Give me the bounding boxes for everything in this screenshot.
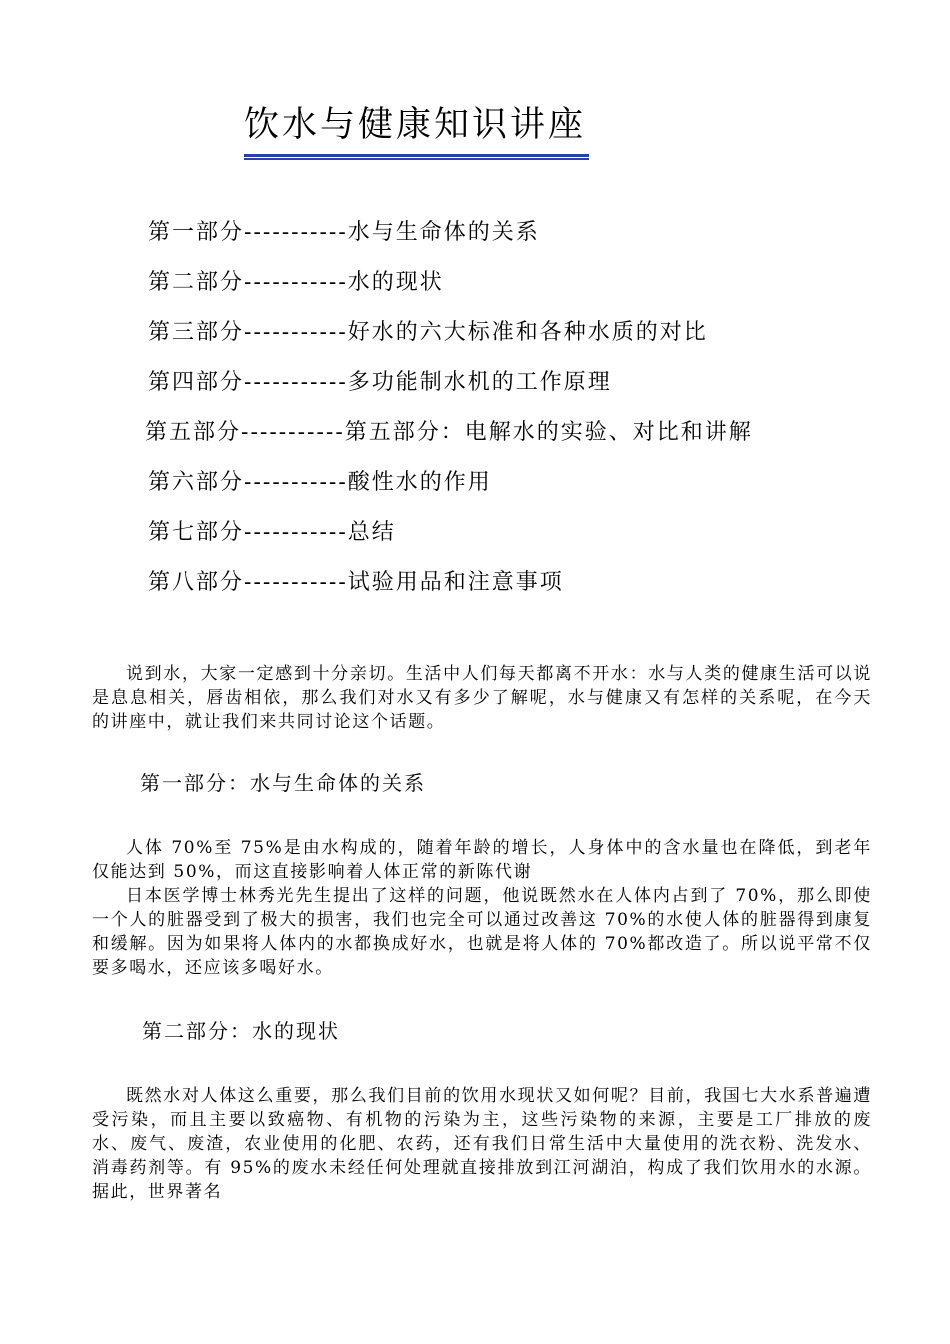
toc-topic: 酸性水的作用 (347, 470, 492, 495)
toc-dashes: ----------- (244, 570, 348, 595)
toc-topic: 好水的六大标准和各种水质的对比 (347, 320, 708, 345)
toc-dashes: ----------- (244, 270, 348, 295)
toc-topic: 第五部分：电解水的实验、对比和讲解 (344, 420, 753, 445)
toc-part: 第二部分 (148, 270, 245, 295)
section-heading: 第一部分：水与生命体的关系 (140, 771, 426, 795)
toc-dashes: ----------- (244, 370, 348, 395)
toc-item (148, 364, 908, 414)
toc-item (148, 564, 908, 614)
paragraph-text: 说到水，大家一定感到十分亲切。生活中人们每天都离不开水：水与人类的健康生活可以说是息息相关，唇齿相依，那么我们对水又有多少了解呢，水与健康又有怎样的关系呢，在今天的讲座中，就让我们来共同讨论这个话题。 (92, 664, 872, 732)
paragraph-text: 既然水对人体这么重要，那么我们目前的饮用水现状又如何呢？目前，我国七大水系普遍遭受污染，而且主要以致癌物、有机物的污染为主，这些污染物的来源，主要是工厂排放的废水、废气、废渣，农业使用的化肥、农药，还有我们日常生活中大量使用的洗衣粉、洗发水、消毒药剂等。有 95%的废水未经任何处理就直接排放到江河湖泊，构成了我们饮用水的水源。据此，世界著名 (92, 1086, 872, 1202)
toc-dashes: ----------- (244, 320, 348, 345)
toc-part: 第三部分 (148, 320, 245, 345)
toc-part: 第四部分 (148, 370, 245, 395)
toc-part: 第五部分 (145, 420, 242, 445)
intro-paragraph (92, 662, 872, 734)
toc-part: 第八部分 (148, 570, 245, 595)
toc-item (148, 264, 908, 314)
table-of-contents (145, 214, 908, 614)
toc-item (148, 214, 908, 264)
document-title: 饮水与健康知识讲座 (244, 105, 587, 145)
toc-dashes: ----------- (244, 520, 348, 545)
paragraph-text: 人体 70%至 75%是由水构成的，随着年龄的增长，人身体中的含水量也在降低，到老年仅能达到 50%，而这直接影响着人体正常的新陈代谢 (92, 838, 872, 882)
section-heading: 第二部分：水的现状 (142, 1019, 340, 1043)
toc-topic: 水与生命体的关系 (347, 220, 540, 245)
toc-dashes: ----------- (244, 220, 348, 245)
toc-part: 第六部分 (148, 470, 245, 495)
section-body (92, 836, 872, 980)
toc-dashes: ----------- (244, 470, 348, 495)
toc-topic: 水的现状 (347, 270, 444, 295)
toc-item (145, 414, 908, 464)
toc-item (148, 314, 908, 364)
toc-topic: 总结 (347, 520, 396, 545)
section-body (92, 1084, 872, 1204)
toc-part: 第七部分 (148, 520, 245, 545)
title-underline (244, 154, 589, 160)
toc-part: 第一部分 (148, 220, 245, 245)
toc-item (148, 464, 908, 514)
toc-item (148, 514, 908, 564)
paragraph-text: 日本医学博士林秀光先生提出了这样的问题，他说既然水在人体内占到了 70%，那么即使一个人的脏器受到了极大的损害，我们也完全可以通过改善这 70%的水使人体的脏器得到康复和缓解。因为如果将人体内的水都换成好水，也就是将人体的 70%都改造了。所以说平常不仅要多喝水，还应该多喝好水。 (92, 886, 872, 978)
toc-topic: 多功能制水机的工作原理 (347, 370, 612, 395)
toc-dashes: ----------- (241, 420, 345, 445)
toc-topic: 试验用品和注意事项 (347, 570, 564, 595)
